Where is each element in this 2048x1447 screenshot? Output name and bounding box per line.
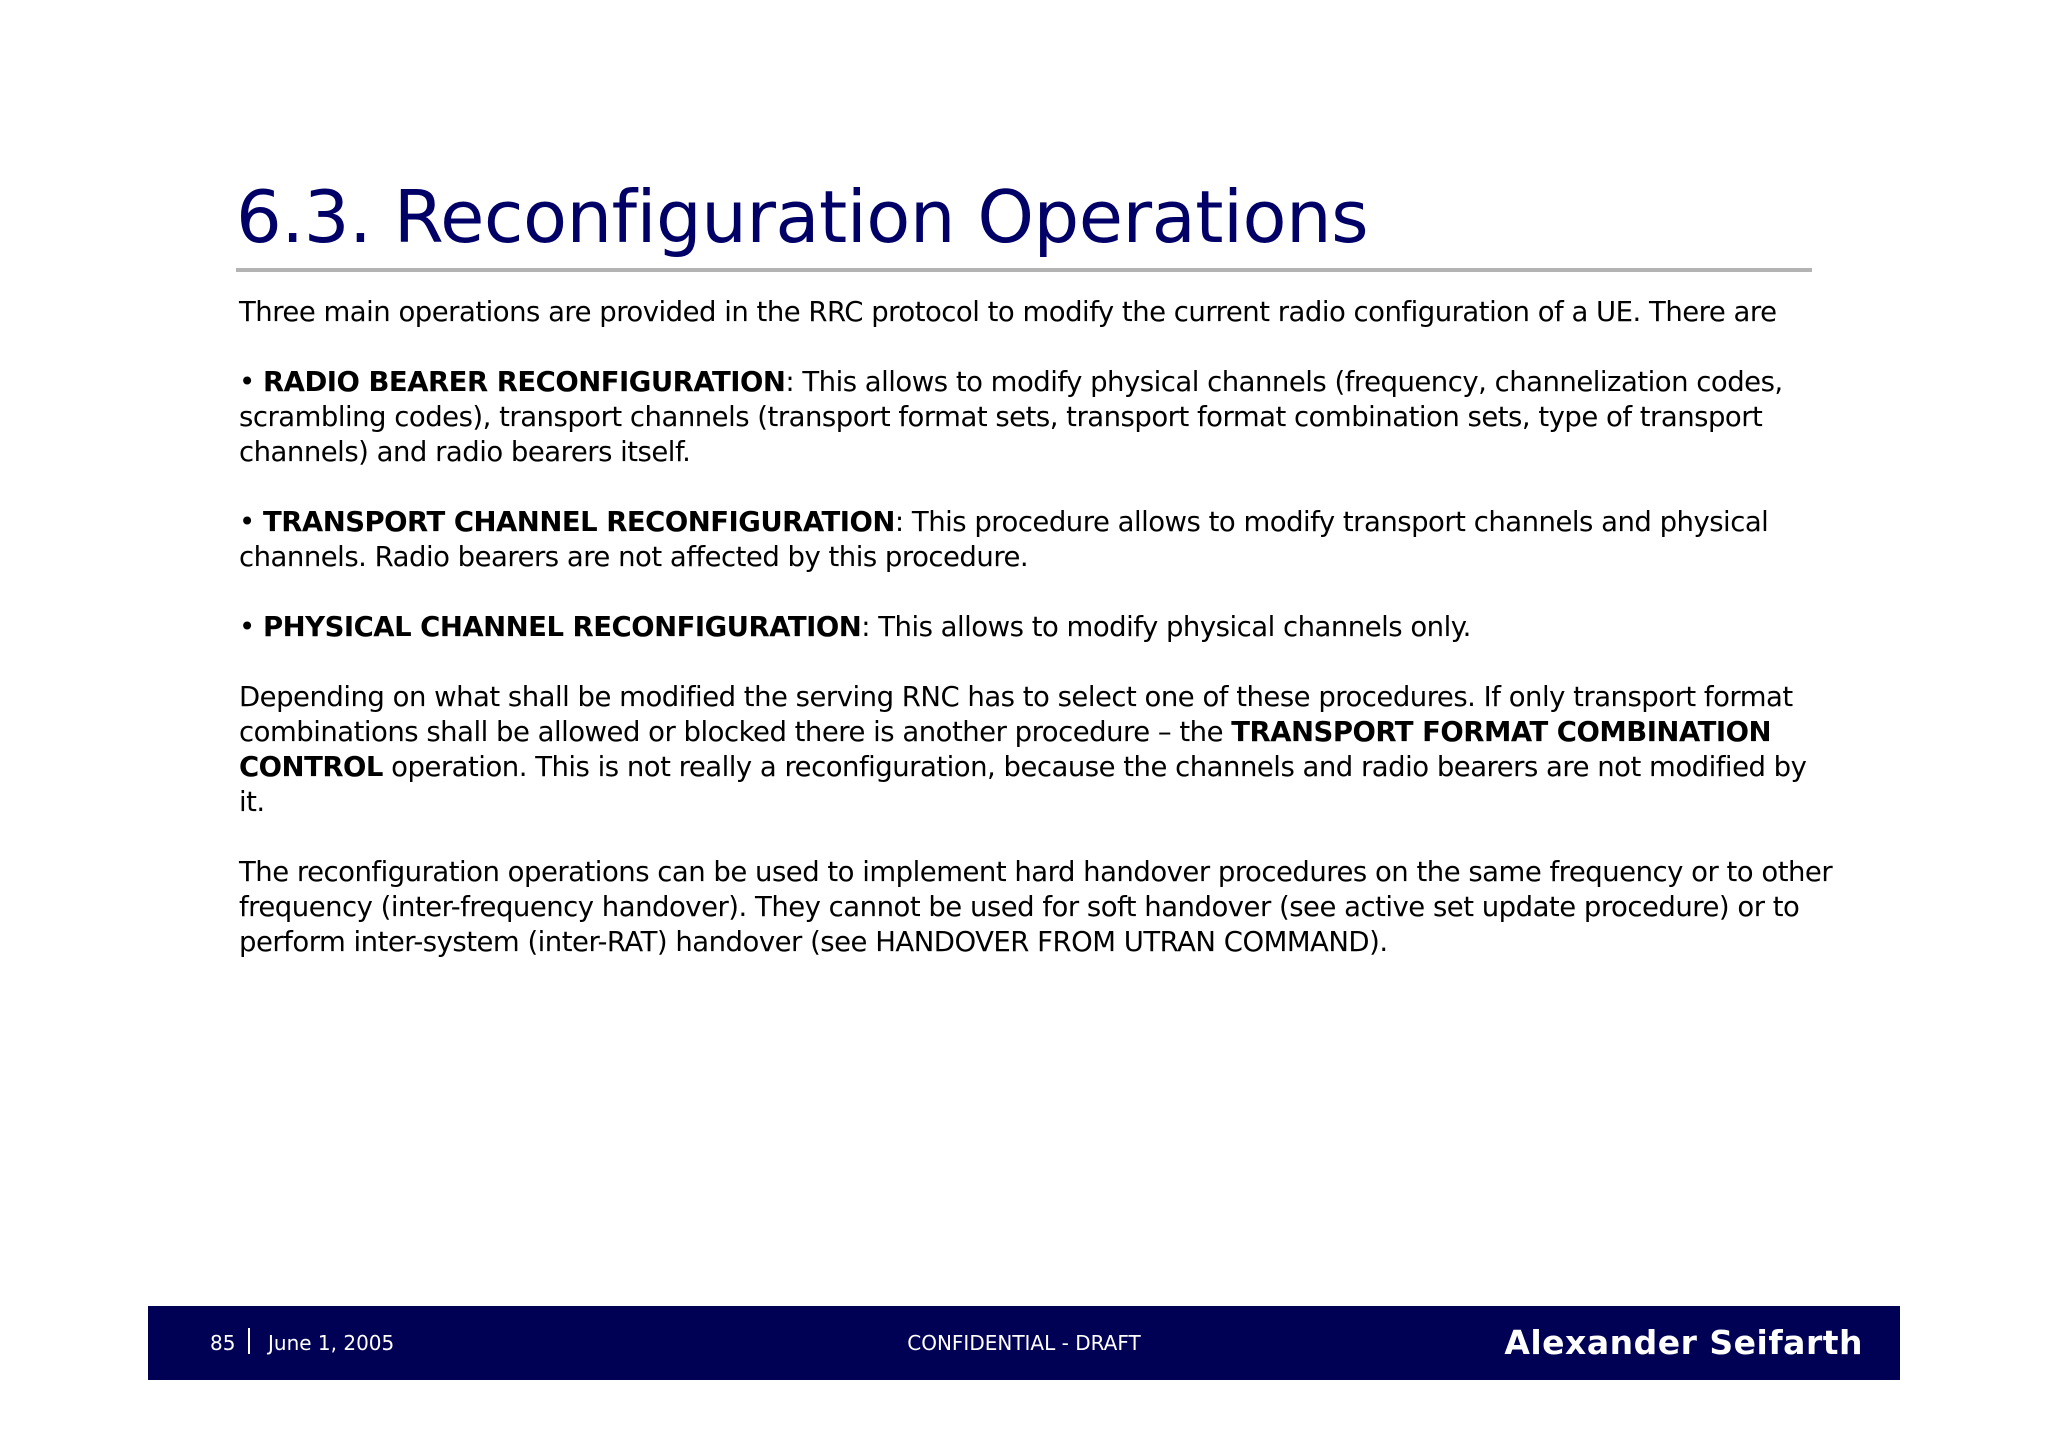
author-name: Alexander Seifarth bbox=[1504, 1323, 1863, 1362]
bullet-marker: • bbox=[239, 366, 255, 398]
paragraph-text-before: Depending on what shall be modified the serving RNC has to select one of these procedures. If only transport format combinations shall be allowed or blocked there is another procedure – the bbox=[239, 681, 1793, 748]
title-divider bbox=[236, 268, 1812, 272]
bullet-transport-channel-reconfiguration bbox=[239, 505, 1839, 575]
bullet-text: : This allows to modify physical channels (frequency, channelization codes, scrambling codes), transport channels (transport format sets, transport format combination sets, type of transport channels) and radio bearers itself. bbox=[239, 366, 1783, 468]
bullet-marker: • bbox=[239, 506, 255, 538]
intro-paragraph: Three main operations are provided in the RRC protocol to modify the current radio configuration of a UE. There are bbox=[239, 296, 1777, 328]
bullet-physical-channel-reconfiguration bbox=[239, 610, 1839, 645]
bullet-text: : This procedure allows to modify transport channels and physical channels. Radio bearers are not affected by this procedure. bbox=[239, 506, 1769, 573]
slide-body bbox=[239, 295, 1839, 995]
slide-title: 6.3. Reconfiguration Operations bbox=[236, 175, 1369, 259]
bullet-term: PHYSICAL CHANNEL RECONFIGURATION bbox=[262, 611, 862, 643]
bullet-radio-bearer-reconfiguration bbox=[239, 365, 1839, 470]
confidentiality-label: CONFIDENTIAL - DRAFT bbox=[907, 1331, 1141, 1355]
page-number: 85 bbox=[210, 1331, 236, 1355]
paragraph-text-after: operation. This is not really a reconfiguration, because the channels and radio bearers are not modified by it. bbox=[239, 751, 1807, 818]
bullet-text: : This allows to modify physical channels only. bbox=[861, 611, 1471, 643]
tfc-control-term: TRANSPORT FORMAT COMBINATION CONTROL bbox=[239, 716, 1771, 783]
handover-paragraph: The reconfiguration operations can be used to implement hard handover procedures on the same frequency or to other frequency (inter-frequency handover). They cannot be used for soft handover (see active set update procedure) or to perform inter-system (inter-RAT) handover (see HANDOVER FROM UTRAN COMMAND). bbox=[239, 856, 1833, 958]
bullet-term: RADIO BEARER RECONFIGURATION bbox=[262, 366, 786, 398]
procedure-selection-paragraph bbox=[239, 680, 1839, 820]
bullet-marker: • bbox=[239, 611, 255, 643]
bullet-term: TRANSPORT CHANNEL RECONFIGURATION bbox=[262, 506, 895, 538]
footer-bar bbox=[148, 1306, 1900, 1380]
footer-date: June 1, 2005 bbox=[268, 1331, 395, 1355]
